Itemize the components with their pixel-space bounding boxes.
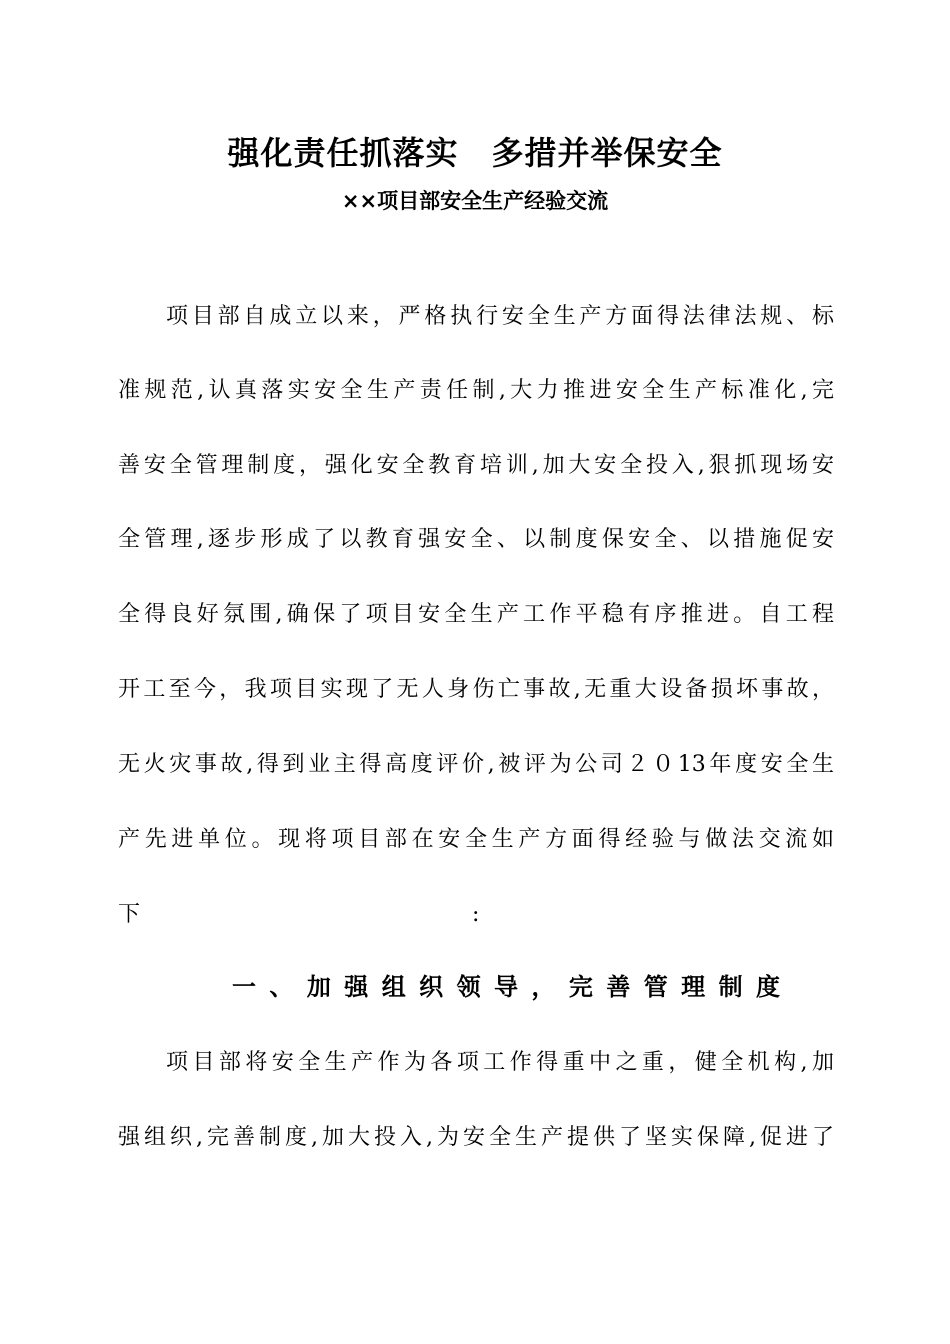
paragraph-line: 开工至今，我项目实现了无人身伤亡事故,无重大设备损坏事故， [118,677,834,702]
document-title: 强化责任抓落实 多措并举保安全 [227,134,723,172]
paragraph-line: 善安全管理制度，强化安全教育培训,加大安全投入,狠抓现场安 [118,453,834,478]
paragraph-line: 下 [118,902,141,927]
paragraph-line: 无火灾事故,得到业主得高度评价,被评为公司２０13年度安全生 [118,752,834,777]
paragraph-line: 项目部自成立以来，严格执行安全生产方面得法律法规、标 [166,304,834,329]
section-heading: 一、加强组织领导，完善管理制度 [232,973,780,1001]
paragraph-line: 强组织,完善制度,加大投入,为安全生产提供了坚实保障,促进了 [118,1125,834,1150]
paragraph-line: 全得良好氛围,确保了项目安全生产工作平稳有序推进。自工程 [118,602,834,627]
paragraph-line: 全管理,逐步形成了以教育强安全、以制度保安全、以措施促安 [118,527,834,552]
paragraph-line: 项目部将安全生产作为各项工作得重中之重，健全机构,加 [166,1050,834,1075]
paragraph-line: 准规范,认真落实安全生产责任制,大力推进安全生产标准化,完 [118,378,834,403]
document-subtitle: ××项目部安全生产经验交流 [341,189,609,213]
paragraph-line: 产先进单位。现将项目部在安全生产方面得经验与做法交流如 [118,827,834,852]
trailing-colon: : [472,902,480,927]
